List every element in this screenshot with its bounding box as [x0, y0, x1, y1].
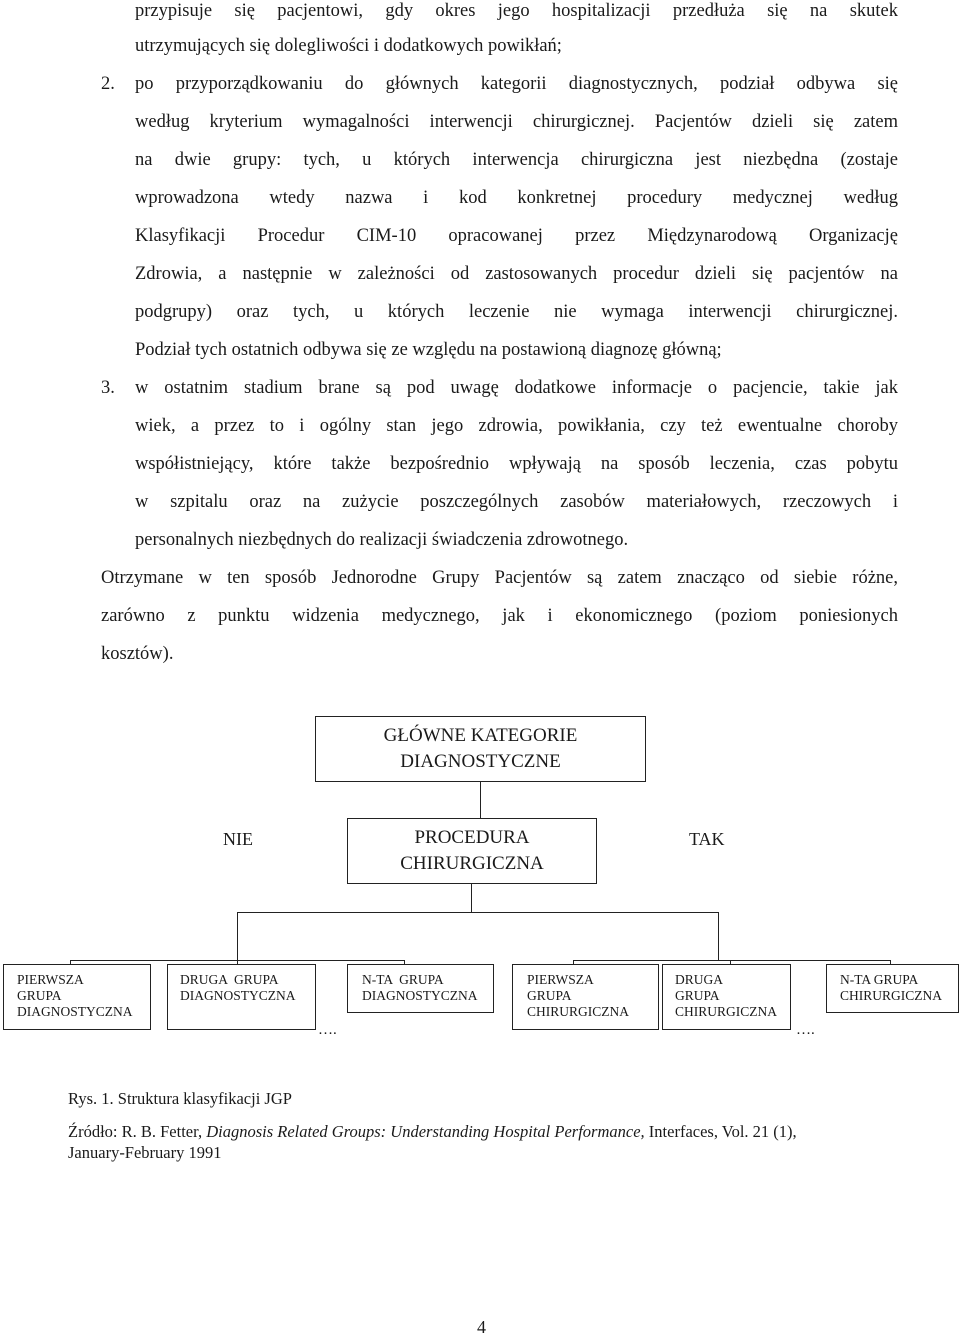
body-line: utrzymujących się dolegliwości i dodatkowych powikłań; [135, 36, 562, 56]
body-line: wprowadzona wtedy nazwa i kod konkretnej procedury medycznej według [135, 188, 898, 208]
group-text: GRUPA [527, 988, 572, 1003]
group-text: N-TA GRUPA [840, 972, 919, 987]
group-text: CHIRURGICZNA [675, 1004, 778, 1019]
box-text: CHIRURGICZNA [400, 853, 544, 874]
body-line: w ostatnim stadium brane są pod uwagę dodatkowe informacje o pacjencie, takie jak [135, 378, 898, 398]
body-line: kosztów). [101, 644, 174, 664]
yes-label: TAK [689, 829, 725, 849]
group-box [347, 964, 494, 1013]
box-text: PROCEDURA [414, 827, 530, 848]
body-line: Zdrowia, a następnie w zależności od zastosowanych procedur dzieli się pacjentów na [135, 264, 898, 284]
list-number: 3. [101, 378, 115, 398]
group-text: GRUPA [17, 988, 62, 1003]
list-number: 2. [101, 74, 115, 94]
body-line: według kryterium wymagalności interwencji chirurgicznej. Pacjentów dzieli się zatem [135, 112, 898, 132]
body-line: po przyporządkowaniu do głównych kategorii diagnostycznych, podział odbywa się [135, 74, 898, 94]
group-box [512, 964, 659, 1030]
body-line: przypisuje się pacjentowi, gdy okres jego hospitalizacji przedłuża się na skutek [135, 1, 898, 21]
group-text: N-TA GRUPA [362, 972, 444, 987]
body-line: współistniejący, które także bezpośrednio wpływają na sposób leczenia, czas pobytu [135, 454, 898, 474]
group-text: DIAGNOSTYCZNA [362, 988, 478, 1003]
body-line: zarówno z punktu widzenia medycznego, jak i ekonomicznego (poziom poniesionych [101, 606, 898, 626]
group-text: CHIRURGICZNA [527, 1004, 630, 1019]
body-line: Podział tych ostatnich odbywa się ze względu na postawioną diagnozę główną; [135, 340, 722, 360]
connector-line [718, 912, 719, 960]
box-text: DIAGNOSTYCZNE [400, 751, 561, 772]
connector-line [237, 912, 238, 960]
body-line: na dwie grupy: tych, u których interwencja chirurgiczna jest niezbędna (zostaje [135, 150, 898, 170]
group-text: PIERWSZA [527, 972, 594, 987]
group-text: DRUGA [675, 972, 724, 987]
group-text: DIAGNOSTYCZNA [17, 1004, 133, 1019]
source-line [68, 1121, 797, 1142]
ellipsis: …. [796, 1022, 815, 1038]
page-number: 4 [477, 1317, 486, 1337]
source-line-2: January-February 1991 [68, 1143, 222, 1162]
group-box [3, 964, 151, 1030]
ellipsis: …. [318, 1022, 337, 1038]
source-title: Diagnosis Related Groups: Understanding Hospital Performance, [206, 1122, 645, 1141]
branch-line [573, 960, 891, 961]
box-text: GŁÓWNE KATEGORIE [383, 725, 578, 746]
group-box [662, 964, 791, 1030]
surgical-procedure-box [347, 818, 597, 884]
group-text: DRUGA GRUPA [180, 972, 279, 987]
group-text: GRUPA [675, 988, 720, 1003]
connector-line [471, 884, 472, 912]
source-journal: Interfaces, Vol. 21 (1), [644, 1122, 797, 1141]
source-prefix: Źródło: R. B. Fetter, [68, 1122, 207, 1141]
group-text: CHIRURGICZNA [840, 988, 943, 1003]
body-line: Klasyfikacji Procedur CIM-10 opracowanej przez Międzynarodową Organizację [135, 226, 898, 246]
body-line: wiek, a przez to i ogólny stan jego zdrowia, powikłania, czy też ewentualne choroby [135, 416, 898, 436]
body-line: personalnych niezbędnych do realizacji świadczenia zdrowotnego. [135, 530, 629, 550]
body-line: Otrzymane w ten sposób Jednorodne Grupy Pacjentów są zatem znacząco od siebie różne, [101, 568, 898, 588]
group-text: DIAGNOSTYCZNA [180, 988, 296, 1003]
group-text: PIERWSZA [17, 972, 84, 987]
group-box [826, 964, 959, 1013]
main-categories-box [315, 716, 646, 782]
figure-caption: Rys. 1. Struktura klasyfikacji JGP [68, 1089, 292, 1108]
body-line: w szpitalu oraz na zużycie poszczególnych zasobów materiałowych, rzeczowych i [135, 492, 898, 512]
no-label: NIE [223, 829, 253, 849]
group-box [167, 964, 316, 1030]
branch-line [237, 912, 719, 913]
body-line: podgrupy) oraz tych, u których leczenie nie wymaga interwencji chirurgicznej. [135, 302, 898, 322]
connector-line [480, 782, 481, 818]
